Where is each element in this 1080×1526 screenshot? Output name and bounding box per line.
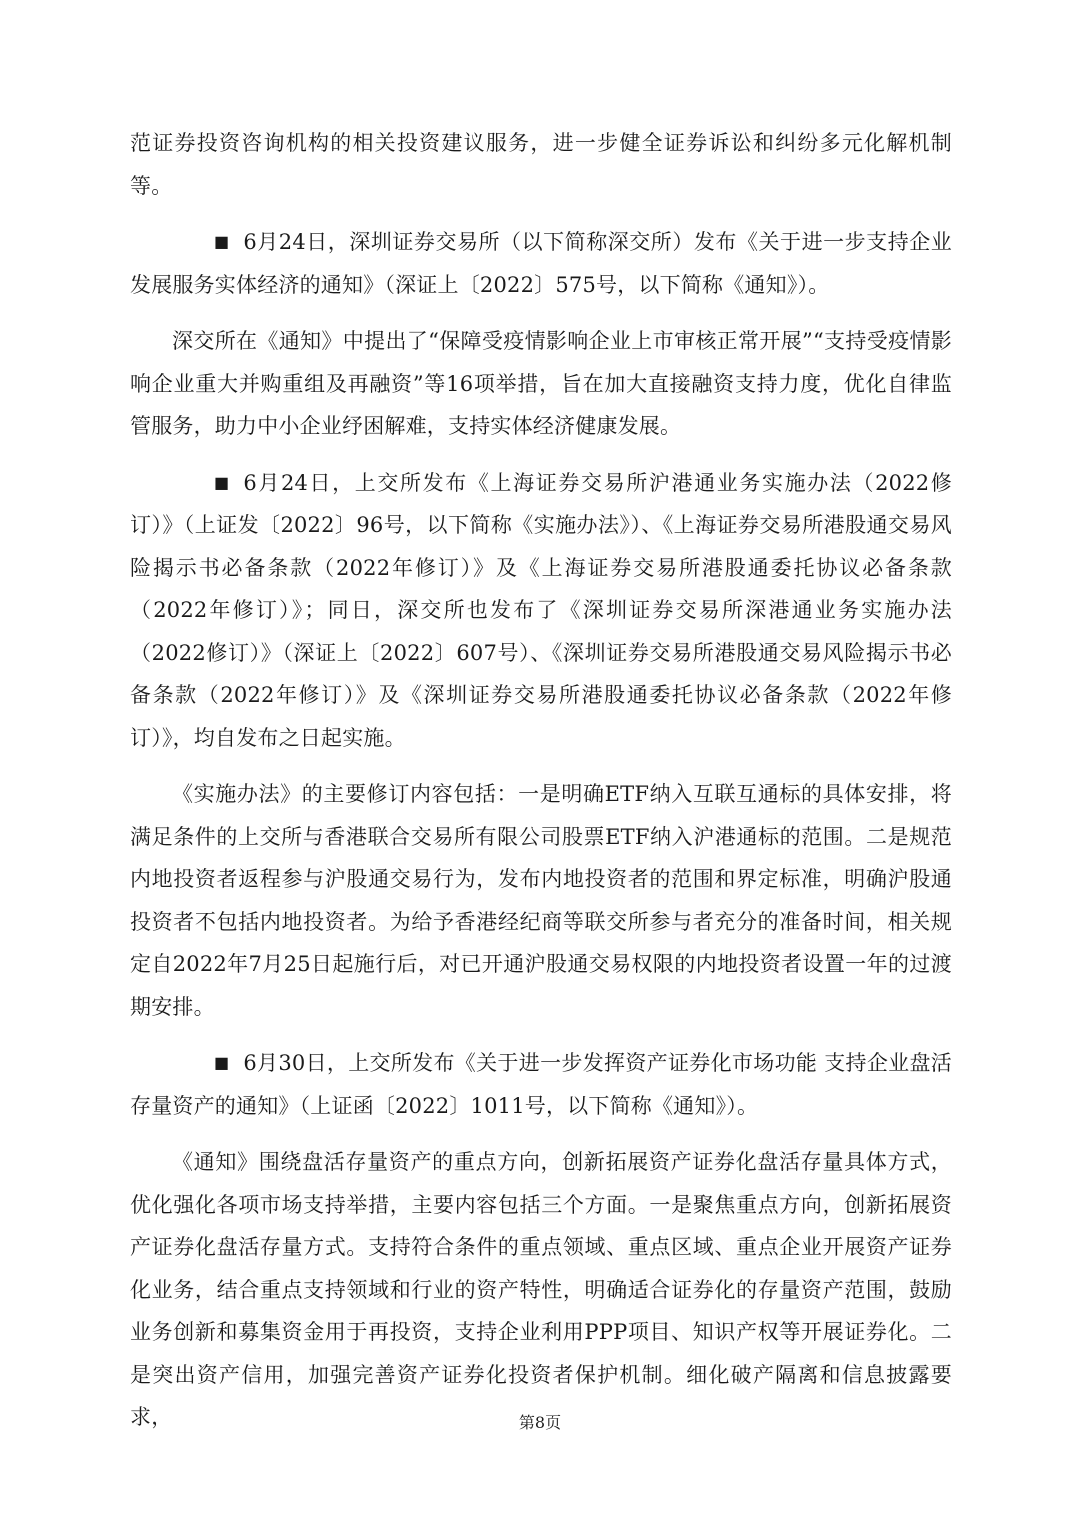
page-body [130, 122, 952, 1439]
black-square-bullet-icon: ■ [214, 1053, 230, 1072]
paragraph-4-text: 6月24日，上交所发布《上海证券交易所沪港通业务实施办法（2022修订）》（上证发〔2022〕96号，以下简称《实施办法》）、《上海证券交易所港股通交易风险揭示书必备条款（2022年修订）》及《上海证券交易所港股通委托协议必备条款（2022年修订）》；同日，深交所也发布了《深圳证券交易所深港通业务实施办法（2022修订）》（深证上〔2022〕607号）、《深圳证券交易所港股通交易风险揭示书必备条款（2022年修订）》及《深圳证券交易所港股通委托协议必备条款（2022年修订）》，均自发布之日起实施。 [130, 470, 952, 750]
page-number: 第8页 [518, 1413, 562, 1432]
paragraph-3 [130, 320, 952, 448]
black-square-bullet-icon: ■ [214, 472, 230, 492]
paragraph-4-bullet-item [130, 462, 952, 760]
paragraph-7-text: 《通知》围绕盘活存量资产的重点方向，创新拓展资产证券化盘活存量具体方式，优化强化各项市场支持举措，主要内容包括三个方面。一是聚焦重点方向，创新拓展资产证券化盘活存量方式。支持符合条件的重点领域、重点区域、重点企业开展资产证券化业务，结合重点支持领域和行业的资产特性，明确适合证券化的存量资产范围，鼓励业务创新和募集资金用于再投资，支持企业利用PPP项目、知识产权等开展证券化。二是突出资产信用，加强完善资产证券化投资者保护机制。细化破产隔离和信息披露要求， [130, 1150, 952, 1429]
paragraph-5 [130, 773, 952, 1028]
paragraph-2-bullet-item [130, 221, 952, 306]
paragraph-5-text: 《实施办法》的主要修订内容包括：一是明确ETF纳入互联互通标的具体安排，将满足条件的上交所与香港联合交易所有限公司股票ETF纳入沪港通标的范围。二是规范内地投资者返程参与沪股通交易行为，发布内地投资者的范围和界定标准，明确沪股通投资者不包括内地投资者。为给予香港经纪商等联交所参与者充分的准备时间，相关规定自2022年7月25日起施行后，对已开通沪股通交易权限的内地投资者设置一年的过渡期安排。 [130, 782, 952, 1019]
black-square-bullet-icon: ■ [214, 232, 230, 251]
paragraph-1-text: 范证券投资咨询机构的相关投资建议服务，进一步健全证券诉讼和纠纷多元化解机制等。 [130, 131, 952, 198]
paragraph-1 [130, 122, 952, 207]
paragraph-6-text: 6月30日，上交所发布《关于进一步发挥资产证券化市场功能 支持企业盘活存量资产的通知》（上证函〔2022〕1011号，以下简称《通知》）。 [130, 1051, 952, 1118]
paragraph-3-text: 深交所在《通知》中提出了“保障受疫情影响企业上市审核正常开展”“支持受疫情影响企业重大并购重组及再融资”等16项举措，旨在加大直接融资支持力度，优化自律监管服务，助力中小企业纾困解难，支持实体经济健康发展。 [130, 329, 952, 438]
paragraph-6-bullet-item [130, 1042, 952, 1127]
paragraph-2-text: 6月24日，深圳证券交易所（以下简称深交所）发布《关于进一步支持企业发展服务实体经济的通知》（深证上〔2022〕575号，以下简称《通知》）。 [130, 230, 952, 297]
paragraph-7 [130, 1141, 952, 1439]
